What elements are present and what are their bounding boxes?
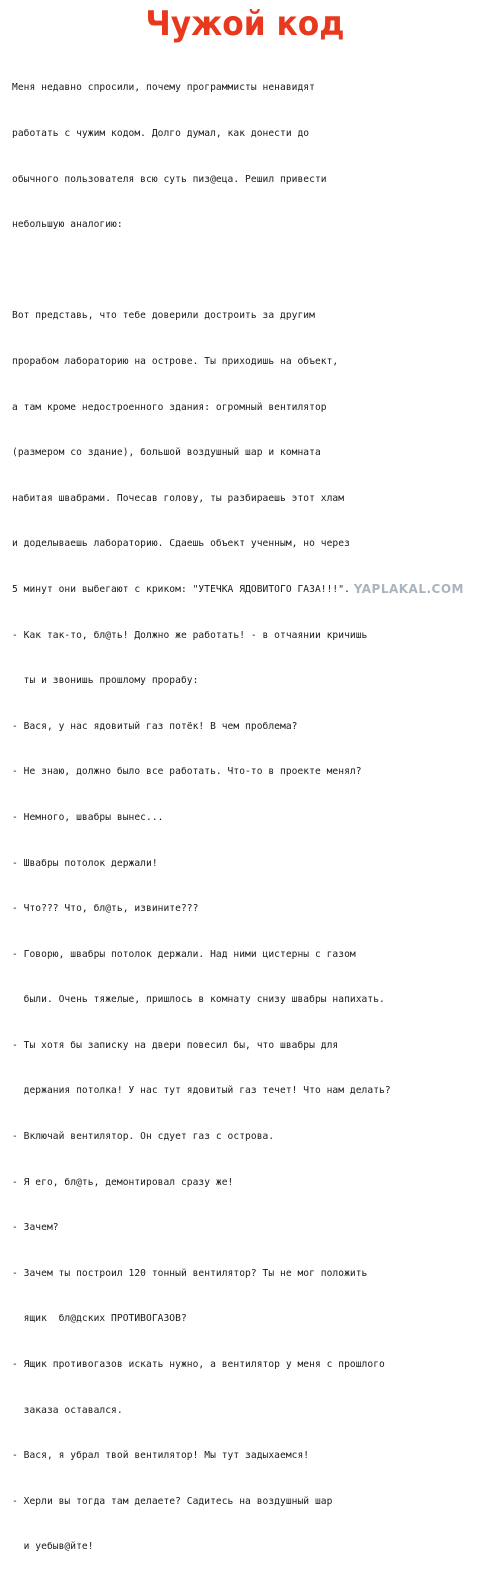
text-line: - Как так-то, бл@ть! Должно же работать! - в отчаянии кричишь [12,629,368,641]
story-text [12,50,484,1570]
text-line: и доделываешь лабораторию. Сдаешь объект ученным, но через [12,538,350,550]
text-line: держания потолка! У нас тут ядовитый газ течет! Что нам делать? [12,1085,391,1097]
text-line: прорабом лабораторию на острове. Ты приходишь на объект, [12,355,339,367]
text-line [12,263,484,278]
text-line: обычного пользователя всю суть пиз@еца. Решил привести [12,173,327,185]
text-line: заказа оставался. [12,1404,123,1416]
text-line: 5 минут они выбегают с криком: "УТЕЧКА ЯДОВИТОГО ГАЗА!!!". [12,583,350,595]
text-line: (размером со здание), большой воздушный шар и комната [12,447,321,459]
text-line: - Зачем? [12,1222,59,1234]
text-line: ты и звонишь прошлому прорабу: [12,675,199,687]
text-line: - Зачем ты построил 120 тонный вентилятор? Ты не мог положить [12,1267,368,1279]
text-line: - Что??? Что, бл@ть, извините??? [12,903,199,915]
text-line: Вот представь, что тебе доверили достроить за другим [12,310,315,322]
text-line: набитая швабрами. Почесав голову, ты разбираешь этот хлам [12,492,345,504]
text-line: небольшую аналогию: [12,219,123,231]
text-line: - Ты хотя бы записку на двери повесил бы, что швабры для [12,1039,339,1051]
text-line: - Херли вы тогда там делаете? Садитесь на воздушный шар [12,1495,333,1507]
text-line: - Вася, у нас ядовитый газ потёк! В чем проблема? [12,720,298,732]
text-line: - Говорю, швабры потолок держали. Над ними цистерны с газом [12,948,356,960]
text-line: ящик бл@дских ПРОТИВОГАЗОВ? [12,1313,187,1325]
text-line: работать с чужим кодом. Долго думал, как донести до [12,128,310,139]
text-line: - Я его, бл@ть, демонтировал сразу же! [12,1176,234,1188]
text-line: Меня недавно спросили, почему программисты ненавидят [12,82,315,94]
text-line: - Включай вентилятор. Он сдует газ с острова. [12,1131,275,1143]
text-line: - Швабры потолок держали! [12,857,158,869]
text-line: - Не знаю, должно было все работать. Что-то в проекте менял? [12,766,362,778]
text-line: и уебыв@йте! [12,1541,94,1553]
text-line: а там кроме недостроенного здания: огромный вентилятор [12,401,327,413]
text-line: - Вася, я убрал твой вентилятор! Мы тут задыхаемся! [12,1450,310,1462]
site-watermark: YAPLAKAL.COM [353,582,464,596]
text-line: - Ящик противогазов искать нужно, а вентилятор у меня с прошлого [12,1359,385,1371]
page-title: Чужой код [145,4,345,44]
text-line: были. Очень тяжелые, пришлось в комнату снизу швабры напихать. [12,994,385,1006]
text-line: - Немного, швабры вынес... [12,811,164,823]
